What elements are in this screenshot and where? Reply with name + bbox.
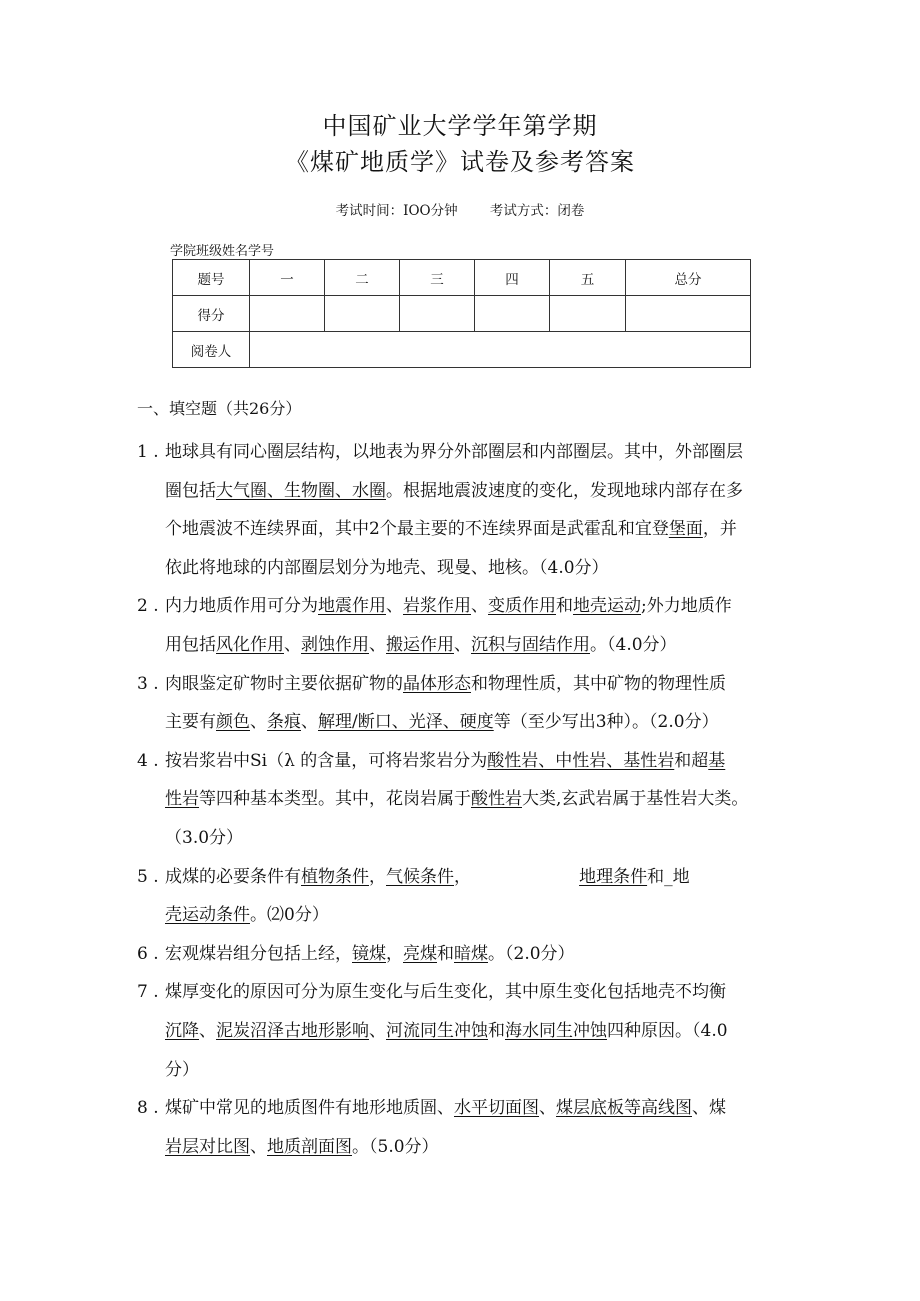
question-text: 和物理性质，其中矿物的物理性质 xyxy=(471,673,726,694)
question-line xyxy=(137,668,797,707)
question-text: 按岩浆岩中Si（λ 的含量，可将岩浆岩分为 xyxy=(165,750,488,771)
answer-text: 酸性岩、中性岩、基性岩 xyxy=(487,750,675,771)
question-text: 宏观煤岩组分包括上经， xyxy=(165,943,352,964)
question-text: 等（至少写出3种）。（2.0分） xyxy=(493,712,719,733)
answer-text: 镜煤 xyxy=(352,943,386,964)
question-text: ， xyxy=(454,866,580,887)
question-text: 、 xyxy=(369,1020,386,1041)
question-text: 分） xyxy=(165,1059,199,1080)
answer-text: 条痕 xyxy=(267,712,301,733)
question-text: 成煤的必要条件有 xyxy=(165,866,301,887)
question-text: 、 xyxy=(471,596,488,617)
question-text: 。根据地震波速度的变化，发现地球内部存在多 xyxy=(386,480,743,501)
header-cell: 一 xyxy=(250,260,325,296)
question-text: 圈包括 xyxy=(165,480,216,501)
question-number: 4 . xyxy=(137,750,159,771)
question-line xyxy=(137,629,797,668)
title-line-2: 《煤矿地质学》试卷及参考答案 xyxy=(285,148,635,176)
question-line xyxy=(137,822,797,861)
answer-text: 堡面 xyxy=(668,519,703,540)
score-cell xyxy=(626,296,751,332)
answer-text: 植物条件 xyxy=(301,866,369,887)
score-row-label: 得分 xyxy=(173,296,250,332)
score-cell xyxy=(400,296,475,332)
question-line xyxy=(137,745,797,784)
question-text: 、 xyxy=(539,1098,556,1119)
question-line xyxy=(137,1054,797,1093)
answer-text: 地壳运动 xyxy=(573,596,641,617)
header-cell: 五 xyxy=(550,260,626,296)
question-line xyxy=(137,475,797,514)
score-cell xyxy=(550,296,626,332)
score-table-header-row xyxy=(173,260,751,296)
question-text: ， xyxy=(386,943,403,964)
question-text: 。（4.0分） xyxy=(590,634,677,655)
question-line xyxy=(137,976,797,1015)
question-item xyxy=(137,976,797,1092)
question-text: 。（2.0分） xyxy=(488,943,575,964)
grader-cell xyxy=(250,332,751,368)
answer-text: 地震作用 xyxy=(318,596,386,617)
question-text: 、 xyxy=(199,1020,216,1041)
answer-text: 岩层对比图 xyxy=(165,1136,250,1157)
exam-mode: 考试方式：闭卷 xyxy=(489,203,585,219)
question-line xyxy=(137,1092,797,1131)
question-text: 。⑵0分） xyxy=(250,905,329,926)
question-text: （3.0分） xyxy=(165,827,244,848)
question-item xyxy=(137,938,797,977)
question-text: 个地震波不连续界面，其中2个最主要的不连续界面是武霍乱和宜登 xyxy=(165,519,669,540)
question-item xyxy=(137,745,797,861)
question-text: 、煤 xyxy=(692,1098,726,1119)
question-number: 8 . xyxy=(137,1098,159,1119)
answer-text: 煤层底板等高线图 xyxy=(556,1098,692,1119)
question-line xyxy=(137,1015,797,1054)
questions-list xyxy=(137,436,797,1169)
question-line xyxy=(137,783,797,822)
question-text: 肉眼鉴定矿物时主要依据矿物的 xyxy=(165,673,403,694)
score-cell xyxy=(475,296,550,332)
question-text: 用包括 xyxy=(165,634,216,655)
question-line xyxy=(137,861,797,900)
question-item xyxy=(137,590,797,667)
score-row xyxy=(173,296,751,332)
question-item xyxy=(137,436,797,590)
question-text: 、 xyxy=(250,712,267,733)
exam-info xyxy=(0,199,920,219)
question-text: 内力地质作用可分为 xyxy=(165,596,318,617)
question-text: 依此将地球的内部圈层划分为地壳、现曼、地核。（4.0分） xyxy=(165,557,609,578)
question-text: ;外力地质作 xyxy=(641,596,732,617)
answer-text: 地理条件 xyxy=(579,866,648,887)
answer-text: 剥蚀作用 xyxy=(301,634,369,655)
answer-text: 解理/断口、光泽、硬度 xyxy=(318,712,494,733)
question-text: 等四种基本类型。其中，花岗岩属于 xyxy=(199,789,471,810)
question-text: 和 xyxy=(437,943,454,964)
answer-text: 河流同生冲蚀 xyxy=(386,1020,488,1041)
answer-text: 酸性岩 xyxy=(471,789,522,810)
header-cell: 三 xyxy=(400,260,475,296)
question-text: 和_地 xyxy=(647,866,690,887)
header-cell: 题号 xyxy=(173,260,250,296)
question-number: 7 . xyxy=(137,982,159,1003)
answer-text: 泥炭沼泽古地形影响 xyxy=(216,1020,369,1041)
section-heading: 一、填空题（共26分） xyxy=(137,399,302,418)
answer-text: 颜色 xyxy=(216,712,250,733)
answer-text: 壳运动条件 xyxy=(165,905,250,926)
question-text: 地球具有同心圈层结构，以地表为界分外部圈层和内部圈层。其中，外部圈层 xyxy=(165,442,743,462)
answer-text: 搬运作用 xyxy=(386,634,454,655)
question-line xyxy=(137,899,797,938)
grader-row xyxy=(173,332,751,368)
score-cell xyxy=(325,296,400,332)
answer-text: 性岩 xyxy=(165,789,199,810)
question-line xyxy=(137,552,797,591)
question-text: ， xyxy=(369,866,386,887)
score-cell xyxy=(250,296,325,332)
question-text: 主要有 xyxy=(165,712,216,733)
exam-time: 考试时间：IOO分钟 xyxy=(335,203,458,219)
question-text: 、 xyxy=(386,596,403,617)
answer-text: 岩浆作用 xyxy=(403,596,471,617)
question-number: 5 . xyxy=(137,866,159,887)
question-line xyxy=(137,1131,797,1170)
answer-text: 变质作用 xyxy=(488,596,556,617)
question-line xyxy=(137,513,797,552)
score-table xyxy=(172,259,751,368)
question-text: 煤厚变化的原因可分为原生变化与后生变化，其中原生变化包括地壳不均衡 xyxy=(165,982,726,1003)
question-text: 、 xyxy=(284,634,301,655)
question-text: 、 xyxy=(250,1136,267,1157)
question-text: 大类,玄武岩属于基性岩大类。 xyxy=(522,789,749,810)
answer-text: 海水同生冲蚀 xyxy=(505,1020,607,1041)
title-line-1: 中国矿业大学学年第学期 xyxy=(322,112,598,140)
answer-text: 气候条件 xyxy=(386,866,454,887)
question-line xyxy=(137,590,797,629)
answer-text: 基 xyxy=(708,750,726,771)
answer-text: 暗煤 xyxy=(454,943,488,964)
question-text: 煤矿中常见的地质图件有地形地质圄、 xyxy=(165,1098,454,1119)
student-info-label: 学院班级姓名学号 xyxy=(170,244,275,259)
question-line xyxy=(137,706,797,745)
question-number: 1 . xyxy=(137,442,159,462)
answer-text: 亮煤 xyxy=(403,943,437,964)
answer-text: 地质剖面图 xyxy=(267,1136,352,1157)
question-item xyxy=(137,668,797,745)
question-text: 和 xyxy=(488,1020,505,1041)
question-line xyxy=(137,436,797,475)
question-text: 、 xyxy=(369,634,386,655)
answer-text: 沉降 xyxy=(165,1020,199,1041)
answer-text: 沉积与固结作用 xyxy=(471,634,590,655)
question-number: 2 . xyxy=(137,596,159,617)
answer-text: 晶体形态 xyxy=(403,673,471,694)
question-item xyxy=(137,1092,797,1169)
question-item xyxy=(137,861,797,938)
question-text: 四种原因。（4.0 xyxy=(607,1020,728,1041)
question-text: ，并 xyxy=(702,519,737,540)
grader-row-label: 阅卷人 xyxy=(173,332,250,368)
question-text: 、 xyxy=(454,634,471,655)
question-text: 和 xyxy=(556,596,573,617)
answer-text: 风化作用 xyxy=(216,634,284,655)
question-text: 、 xyxy=(301,712,318,733)
question-number: 6 . xyxy=(137,943,159,964)
answer-text: 大气圈、生物圈、水圈 xyxy=(216,480,386,501)
header-cell: 二 xyxy=(325,260,400,296)
question-line xyxy=(137,938,797,977)
question-number: 3 . xyxy=(137,673,159,694)
question-text: 和超 xyxy=(674,750,709,771)
question-text: 。（5.0分） xyxy=(352,1136,439,1157)
header-cell: 总分 xyxy=(626,260,751,296)
header-cell: 四 xyxy=(475,260,550,296)
answer-text: 水平切面图 xyxy=(454,1098,539,1119)
